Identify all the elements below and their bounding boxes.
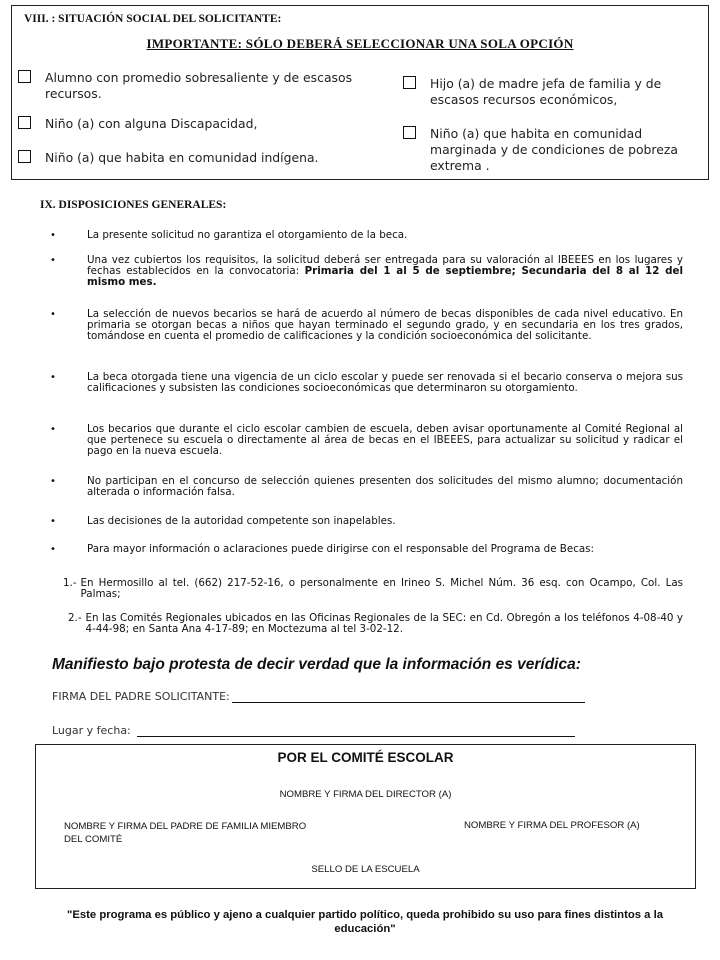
- bullet-icon: •: [50, 230, 56, 241]
- option-label: Niño (a) que habita en comunidad indígena.: [45, 150, 319, 165]
- legal-disclaimer: "Este programa es público y ajeno a cualquier partido político, queda prohibido su uso para fines distintos a la educación": [66, 909, 664, 935]
- checkbox-indigenous-community[interactable]: [18, 150, 31, 163]
- checkbox-single-mother[interactable]: [403, 76, 416, 89]
- option-label: Niño (a) con alguna Discapacidad,: [45, 116, 258, 131]
- checkbox-extreme-poverty[interactable]: [403, 126, 416, 139]
- director-signature-label: NOMBRE Y FIRMA DEL DIRECTOR (A): [279, 789, 452, 800]
- option-disability[interactable]: [18, 116, 358, 132]
- option-indigenous-community[interactable]: [18, 150, 358, 166]
- list-item: • La selección de nuevos becarios se hará de acuerdo al número de becas disponibles de cada nivel educativo. En primaria se otorgan becas a niños que hayan terminado el segundo grado, y en secundaria en los tres grados, tomándose en cuenta el promedio de calificaciones y la condición socioeconómica del solicitante.: [50, 308, 683, 342]
- bullet-icon: •: [50, 424, 56, 435]
- section-ix-title: IX. DISPOSICIONES GENERALES:: [40, 199, 227, 211]
- signature-field[interactable]: [52, 690, 585, 703]
- checkbox-outstanding-student[interactable]: [18, 70, 31, 83]
- list-item: • Los becarios que durante el ciclo escolar cambien de escuela, deben avisar oportunamente al Comité Regional al que pertenece su escuela o directamente al área de becas en el IBEEES, para actualizar su solicitud y radicar el pago en la nueva escuela.: [50, 423, 683, 457]
- parent-member-signature-label: NOMBRE Y FIRMA DEL PADRE DE FAMILIA MIEMBRO DEL COMITÉ: [64, 821, 307, 845]
- delivery-dates: Primaria del 1 al 5 de septiembre; Secundaria del 8 al 12 del mismo mes.: [87, 265, 683, 288]
- school-committee-box: [35, 744, 696, 889]
- list-item: • Una vez cubiertos los requisitos, la solicitud deberá ser entregada para su valoración al IBEEES en los lugares y fechas establecidos en la convocatoria: Primaria del 1 al 5 de septiembre; Secundaria del 8 al 12 del mismo mes.: [50, 254, 683, 288]
- teacher-signature-label: NOMBRE Y FIRMA DEL PROFESOR (A): [464, 820, 640, 831]
- signature-label: FIRMA DEL PADRE SOLICITANTE:: [52, 690, 230, 703]
- place-date-label: Lugar y fecha:: [52, 724, 131, 737]
- contact-regional: 2.- En las Comités Regionales ubicados en las Oficinas Regionales de la SEC: en Cd. Obregón a los teléfonos 4-08-40 y 4-44-98; en Santa Ana 4-17-89; en Moctezuma al tel 3-02-12.: [68, 612, 683, 635]
- bullet-icon: •: [50, 476, 56, 487]
- option-single-mother[interactable]: [403, 76, 693, 108]
- important-notice: IMPORTANTE: SÓLO DEBERÁ SELECCIONAR UNA SOLA OPCIÓN: [146, 36, 574, 51]
- bullet-icon: •: [50, 544, 56, 555]
- bullet-icon: •: [50, 372, 56, 383]
- committee-title: POR EL COMITÉ ESCOLAR: [277, 750, 454, 765]
- checkbox-disability[interactable]: [18, 116, 31, 129]
- place-date-field[interactable]: [52, 724, 575, 737]
- list-item: • No participan en el concurso de selección quienes presenten dos solicitudes del mismo alumno; documentación alterada o información falsa.: [50, 475, 683, 498]
- option-label: Alumno con promedio sobresaliente y de escasos recursos.: [45, 70, 353, 101]
- list-item: • Las decisiones de la autoridad competente son inapelables.: [50, 515, 396, 527]
- option-extreme-poverty[interactable]: [403, 126, 693, 174]
- list-item: • Para mayor información o aclaraciones puede dirigirse con el responsable del Programa de Becas:: [50, 543, 595, 555]
- section-viii-title: VIII. : SITUACIÓN SOCIAL DEL SOLICITANTE:: [24, 13, 282, 25]
- option-label: Hijo (a) de madre jefa de familia y de escasos recursos económicos,: [430, 76, 662, 107]
- list-item: • La presente solicitud no garantiza el otorgamiento de la beca.: [50, 229, 408, 241]
- declaration-statement: Manifiesto bajo protesta de decir verdad que la información es verídica:: [52, 656, 581, 673]
- bullet-icon: •: [50, 309, 56, 320]
- list-item: • La beca otorgada tiene una vigencia de un ciclo escolar y puede ser renovada si el becario conserva o mejora sus calificaciones y subsisten las condiciones socioeconómicas que determinaron su otorgamiento.: [50, 371, 683, 394]
- signature-line[interactable]: [232, 692, 585, 703]
- bullet-icon: •: [50, 516, 56, 527]
- contact-hermosillo: 1.- En Hermosillo al tel. (662) 217-52-16, o personalmente en Irineo S. Michel Núm. 36 esq. con Ocampo, Col. Las Palmas;: [63, 577, 683, 600]
- bullet-icon: •: [50, 255, 56, 266]
- social-situation-section: [11, 5, 709, 180]
- school-seal-label: SELLO DE LA ESCUELA: [311, 864, 420, 875]
- option-outstanding-student[interactable]: [18, 70, 358, 102]
- option-label: Niño (a) que habita en comunidad marginada y de condiciones de pobreza extrema .: [430, 126, 678, 173]
- place-date-line[interactable]: [137, 726, 575, 737]
